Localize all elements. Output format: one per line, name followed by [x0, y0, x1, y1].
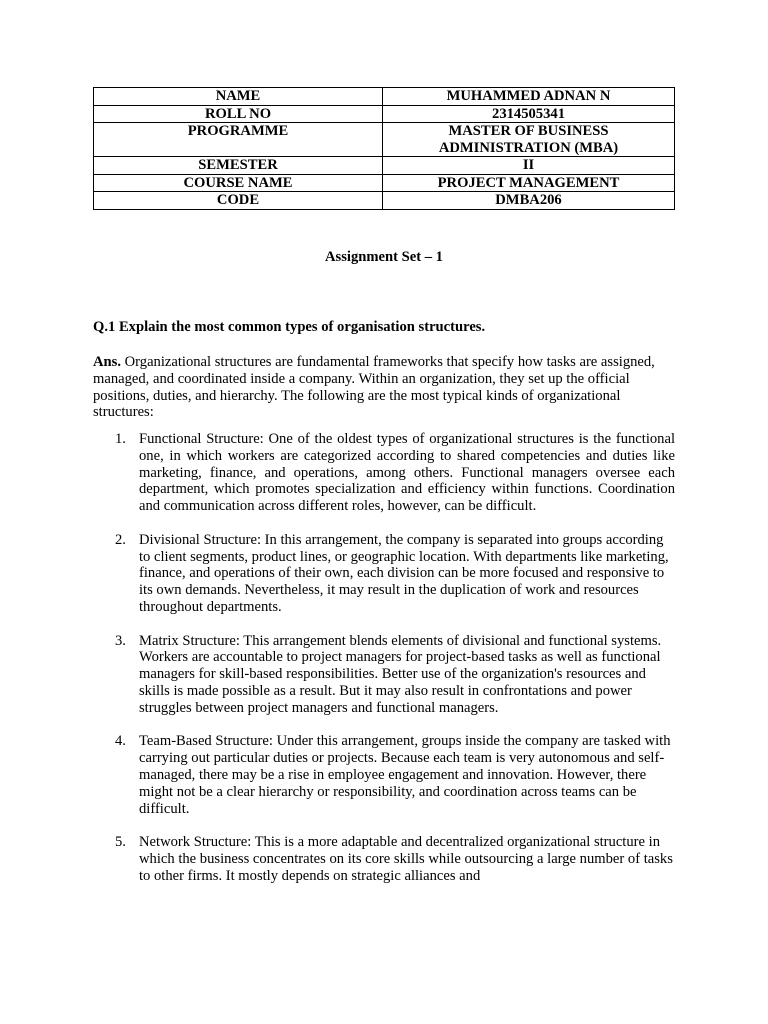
roll-no-value: 2314505341: [383, 105, 675, 123]
answer-intro: [93, 354, 683, 421]
list-item-text: Matrix Structure: This arrangement blends elements of divisional and functional systems. Workers are accountable to project managers for project-based tasks as well as functional managers for skill-based responsibilities. Better use of the organization's resources and skills is made possible as a result. But it may also result in confrontations and power struggles between project managers and functional managers.: [139, 632, 662, 716]
question-heading: Q.1 Explain the most common types of organisation structures.: [93, 319, 486, 335]
table-row: [94, 174, 675, 192]
code-label: CODE: [94, 192, 383, 210]
assignment-title: Assignment Set – 1: [325, 249, 443, 265]
list-item-text: Divisional Structure: In this arrangement, the company is separated into groups according to client segments, product lines, or geographic location. With departments like marketing, finance, and operations of their own, each division can be more focused and responsive to its own demands. Nevertheless, it may result in the duplication of work and resources throughout departments.: [139, 531, 669, 615]
list-item-number: 1.: [115, 431, 126, 447]
course-name-label: COURSE NAME: [94, 174, 383, 192]
programme-label: PROGRAMME: [94, 123, 383, 157]
code-value: DMBA206: [383, 192, 675, 210]
list-item: [93, 834, 675, 884]
list-item-number: 3.: [115, 632, 126, 649]
list-item-number: 4.: [115, 733, 126, 750]
list-item: [93, 633, 675, 717]
course-name-value: PROJECT MANAGEMENT: [383, 174, 675, 192]
table-row: [94, 192, 675, 210]
list-item-text: Team-Based Structure: Under this arrangement, groups inside the company are tasked with carrying out particular duties or projects. Because each team is very autonomous and self-managed, there may be a rise in employee engagement and innovation. However, there might not be a clear hierarchy or responsibility, and coordination across teams can be difficult.: [139, 733, 671, 817]
list-item-text: Functional Structure: One of the oldest types of organizational structures is the functional one, in which workers are categorized according to shared competencies and duties like marketing, finance, and operations, among others. Functional managers oversee each department, which promotes specialization and efficiency within functions. Coordination and communication across different roles, however, can be difficult.: [139, 431, 675, 515]
list-item: [93, 532, 675, 616]
answer-intro-text: Organizational structures are fundamental frameworks that specify how tasks are assigned, managed, and coordinated inside a company. Within an organization, they set up the official positions, duties, and hierarchy. The following are the most typical kinds of organizational structures:: [93, 354, 655, 421]
list-item-text: Network Structure: This is a more adaptable and decentralized organizational structure in which the business concentrates on its core skills while outsourcing a large number of tasks to other firms. It mostly depends on strategic alliances and: [139, 834, 673, 884]
student-info-table: [93, 87, 675, 210]
table-row: [94, 157, 675, 175]
list-item: [93, 431, 675, 515]
semester-label: SEMESTER: [94, 157, 383, 175]
structure-types-list: [93, 431, 675, 901]
list-item-number: 5.: [115, 834, 126, 851]
list-item-number: 2.: [115, 531, 126, 548]
list-item: [93, 733, 675, 817]
answer-label: Ans.: [93, 354, 121, 370]
semester-value: II: [383, 157, 675, 175]
table-row: [94, 105, 675, 123]
programme-value: MASTER OF BUSINESS ADMINISTRATION (MBA): [383, 123, 675, 157]
table-row: [94, 88, 675, 106]
name-value: MUHAMMED ADNAN N: [383, 88, 675, 106]
roll-no-label: ROLL NO: [94, 105, 383, 123]
name-label: NAME: [94, 88, 383, 106]
table-row: [94, 123, 675, 157]
